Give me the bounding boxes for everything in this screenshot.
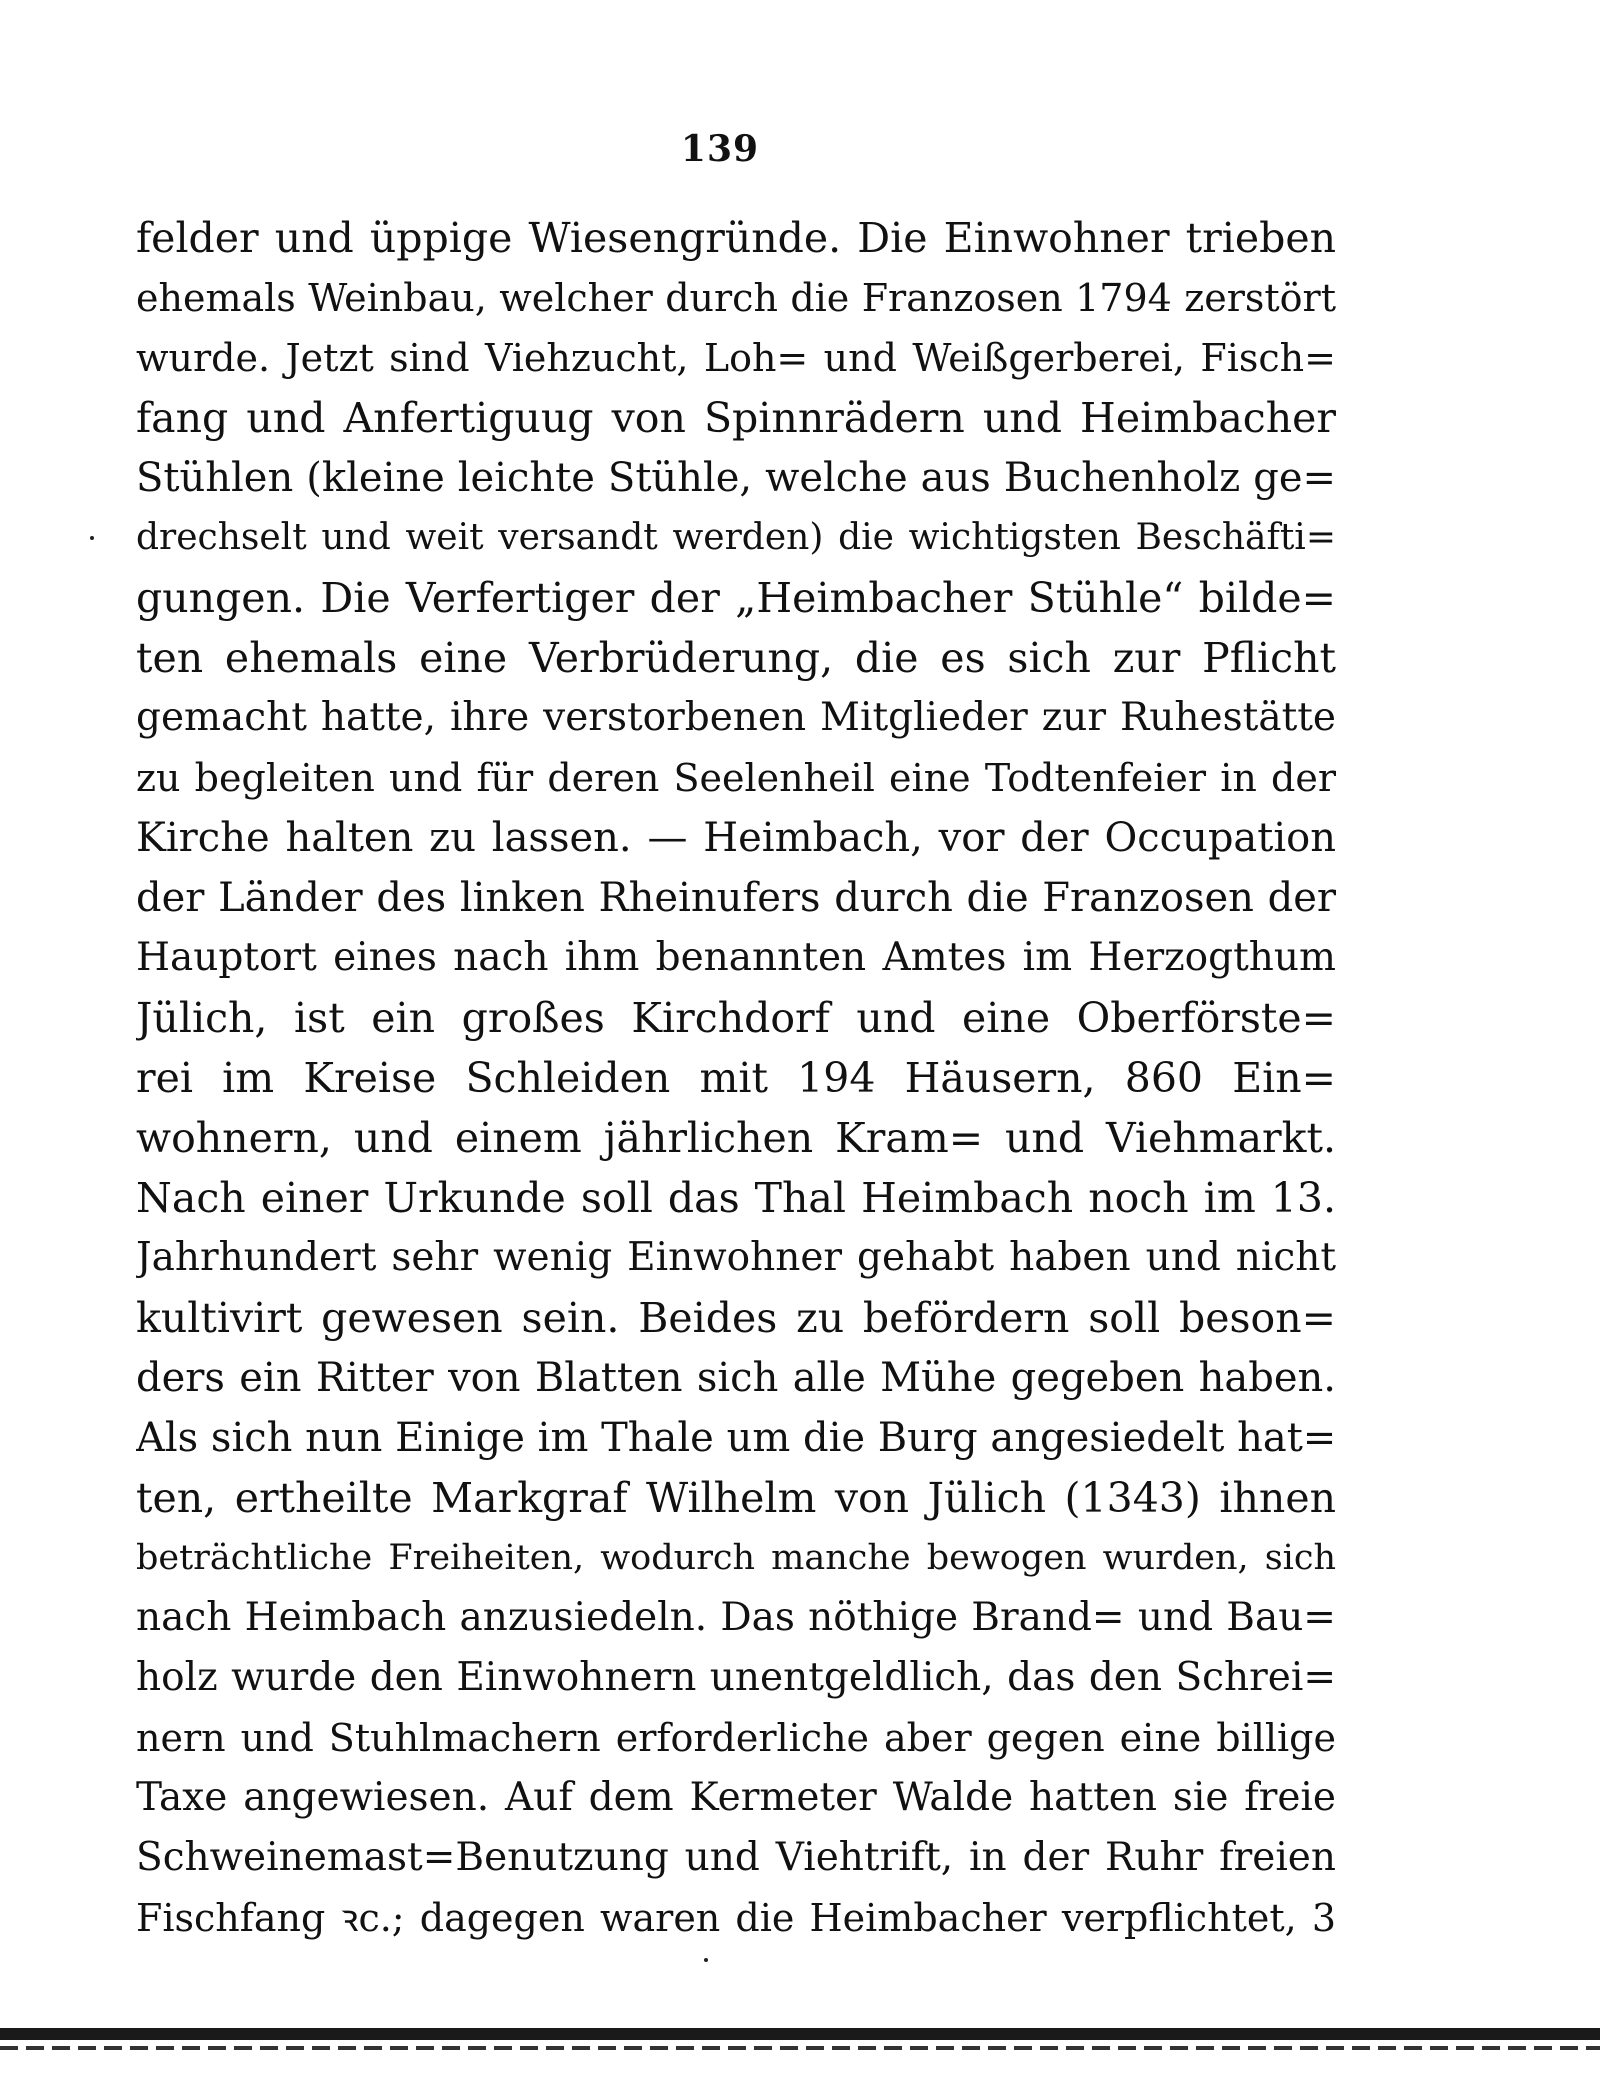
text-line: holz wurde den Einwohnern unentgeldlich, das den Schrei=: [136, 1655, 1336, 1700]
text-line: Jahrhundert sehr wenig Einwohner gehabt haben und nicht: [136, 1235, 1336, 1280]
text-line: beträchtliche Freiheiten, wodurch manche bewogen wurden, sich: [136, 1538, 1336, 1578]
text-line: ehemals Weinbau, welcher durch die Franzosen 1794 zerstört: [136, 276, 1336, 320]
text-line: Nach einer Urkunde soll das Thal Heimbach noch im 13.: [136, 1174, 1336, 1222]
print-speck: [704, 1958, 708, 1962]
text-line: Hauptort eines nach ihm benannten Amtes im Herzogthum: [136, 935, 1336, 980]
text-line: ten ehemals eine Verbrüderung, die es sich zur Pflicht: [136, 634, 1336, 682]
text-line: Taxe angewiesen. Auf dem Kermeter Walde hatten sie freie: [136, 1775, 1336, 1820]
page-edge-rule-thin: [0, 2046, 1600, 2050]
text-line: gungen. Die Verfertiger der „Heimbacher Stühle“ bilde=: [136, 574, 1336, 622]
text-line: wohnern, und einem jährlichen Kram= und Viehmarkt.: [136, 1114, 1336, 1162]
text-line: zu begleiten und für deren Seelenheil eine Todtenfeier in der: [136, 756, 1336, 800]
text-line: rei im Kreise Schleiden mit 194 Häusern, 860 Ein=: [136, 1054, 1336, 1102]
text-line: nern und Stuhlmachern erforderliche aber gegen eine billige: [136, 1716, 1336, 1760]
text-line: Schweinemast=Benutzung und Viehtrift, in der Ruhr freien: [136, 1835, 1336, 1880]
text-line: gemacht hatte, ihre verstorbenen Mitglieder zur Ruhestätte: [136, 695, 1336, 740]
text-line: Stühlen (kleine leichte Stühle, welche aus Buchenholz ge=: [136, 455, 1336, 501]
text-line: wurde. Jetzt sind Viehzucht, Loh= und Weißgerberei, Fisch=: [136, 336, 1336, 380]
text-line: fang und Anfertiguug von Spinnrädern und Heimbacher: [136, 394, 1336, 442]
text-line: felder und üppige Wiesengründe. Die Einwohner trieben: [136, 214, 1336, 262]
text-line: ten, ertheilte Markgraf Wilhelm von Jülich (1343) ihnen: [136, 1474, 1336, 1522]
text-line: Fischfang ꝛc.; dagegen waren die Heimbacher verpflichtet, 3: [136, 1896, 1336, 1940]
text-line: Jülich, ist ein großes Kirchdorf und eine Oberförste=: [136, 994, 1336, 1042]
page-number: 139: [680, 128, 760, 170]
text-line: drechselt und weit versandt werden) die wichtigsten Beschäfti=: [136, 517, 1336, 558]
page-edge-rule: [0, 2028, 1600, 2040]
text-line: Kirche halten zu lassen. — Heimbach, vor der Occupation: [136, 815, 1336, 861]
text-line: Als sich nun Einige im Thale um die Burg angesiedelt hat=: [136, 1415, 1336, 1461]
text-line: ders ein Ritter von Blatten sich alle Mühe gegeben haben.: [136, 1355, 1336, 1401]
text-line: der Länder des linken Rheinufers durch die Franzosen der: [136, 875, 1336, 921]
text-line: nach Heimbach anzusiedeln. Das nöthige Brand= und Bau=: [136, 1595, 1336, 1640]
print-speck: [90, 536, 94, 540]
body-text: [136, 208, 1336, 1948]
text-line: kultivirt gewesen sein. Beides zu befördern soll beson=: [136, 1294, 1336, 1342]
